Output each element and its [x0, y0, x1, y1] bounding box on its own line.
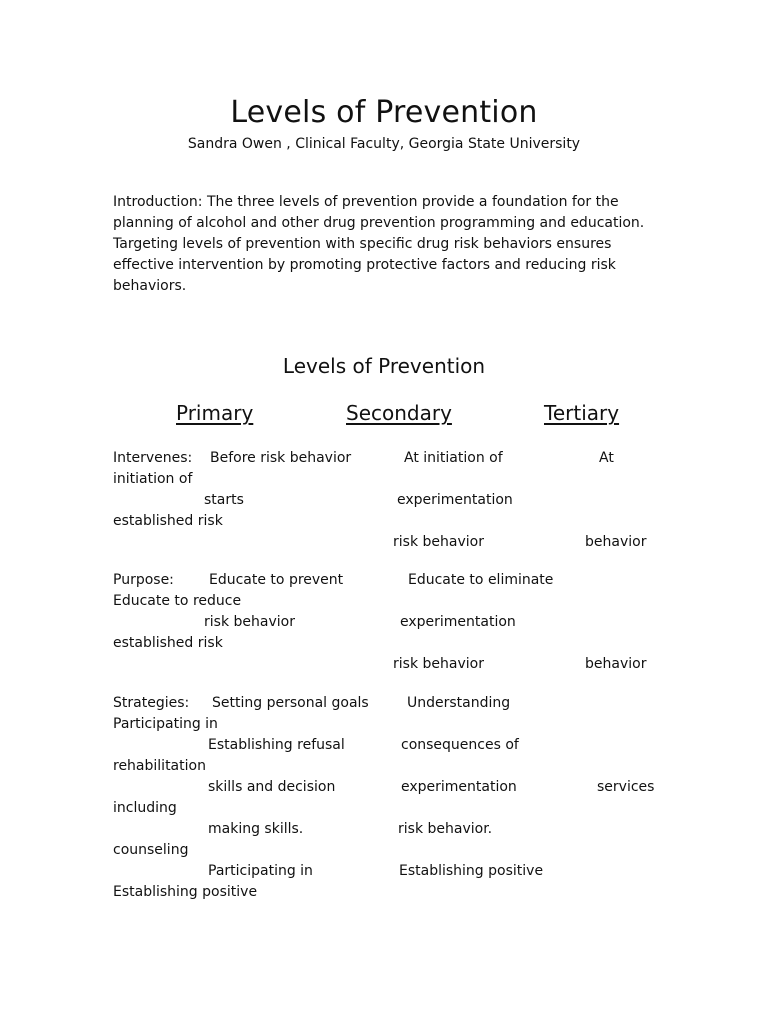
- intervenes-primary-text: Before risk behavior: [210, 450, 352, 466]
- intro-line: effective intervention by promoting protective factors and reducing risk: [113, 257, 616, 273]
- purpose-secondary-text: Educate to eliminate: [408, 572, 554, 588]
- purpose-tertiary-text: behavior: [585, 656, 647, 672]
- strategies-primary-text: skills and decision: [208, 779, 336, 795]
- row-label-strategies: Strategies:: [113, 695, 190, 711]
- column-header-tertiary: Tertiary: [544, 401, 620, 425]
- intervenes-primary-text: starts: [204, 492, 244, 508]
- intervenes-wrap-text: established risk: [113, 513, 223, 529]
- strategies-secondary-text: Understanding: [407, 695, 511, 711]
- strategies-wrap-text: Participating in: [113, 716, 218, 732]
- row-label-intervenes: Intervenes:: [113, 450, 193, 466]
- strategies-secondary-text: experimentation: [401, 779, 517, 795]
- purpose-wrap-text: established risk: [113, 635, 223, 651]
- strategies-wrap-text: rehabilitation: [113, 758, 206, 774]
- strategies-wrap-text: Establishing positive: [113, 884, 258, 900]
- intro-line: Targeting levels of prevention with specific drug risk behaviors ensures: [113, 236, 612, 252]
- intervenes-secondary-text: risk behavior: [393, 534, 484, 550]
- document-title: Levels of Prevention: [230, 95, 538, 130]
- intro-line: Introduction: The three levels of prevention provide a foundation for the: [113, 194, 619, 210]
- column-header-secondary: Secondary: [346, 401, 452, 425]
- strategies-primary-text: Setting personal goals: [212, 695, 369, 711]
- introduction-paragraph: [113, 192, 673, 297]
- purpose-secondary-text: experimentation: [400, 614, 516, 630]
- author-line: Sandra Owen , Clinical Faculty, Georgia State University: [187, 136, 581, 152]
- intervenes-tertiary-text: At: [599, 450, 614, 466]
- strategies-tertiary-text: services: [597, 779, 655, 795]
- intervenes-secondary-text: experimentation: [397, 492, 513, 508]
- row-label-purpose: Purpose:: [113, 572, 174, 588]
- strategies-primary-text: Participating in: [208, 863, 313, 879]
- strategies-primary-text: Establishing refusal: [208, 737, 345, 753]
- strategies-secondary-text: risk behavior.: [398, 821, 493, 837]
- strategies-secondary-text: Establishing positive: [399, 863, 544, 879]
- intro-line: planning of alcohol and other drug prevention programming and education.: [113, 215, 645, 231]
- purpose-wrap-text: Educate to reduce: [113, 593, 242, 609]
- strategies-primary-text: making skills.: [208, 821, 304, 837]
- column-header-primary: Primary: [176, 401, 254, 425]
- intro-line: behaviors.: [113, 278, 187, 294]
- strategies-wrap-text: including: [113, 800, 177, 816]
- purpose-primary-text: Educate to prevent: [209, 572, 344, 588]
- purpose-secondary-text: risk behavior: [393, 656, 484, 672]
- purpose-primary-text: risk behavior: [204, 614, 295, 630]
- strategies-secondary-text: consequences of: [401, 737, 519, 753]
- intervenes-tertiary-text: behavior: [585, 534, 647, 550]
- section-title: Levels of Prevention: [282, 354, 486, 378]
- intervenes-secondary-text: At initiation of: [404, 450, 503, 466]
- strategies-wrap-text: counseling: [113, 842, 189, 858]
- intervenes-wrap-text: initiation of: [113, 471, 193, 487]
